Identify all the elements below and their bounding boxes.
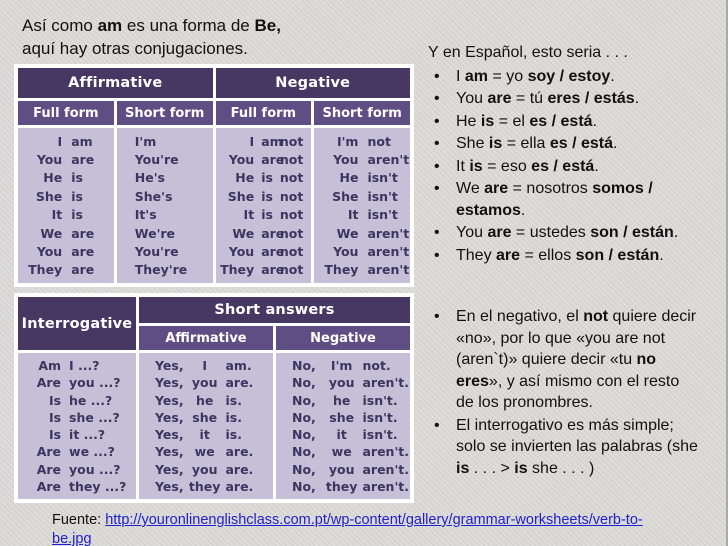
table-cell: You xyxy=(333,243,359,259)
table-row xyxy=(316,188,408,205)
table-row xyxy=(20,426,134,443)
text-segment: es una forma de xyxy=(122,16,255,35)
table-row xyxy=(218,243,310,260)
table-cell: are xyxy=(261,243,285,259)
table1-header-affirmative: Affirmative xyxy=(18,68,213,98)
bullet-item xyxy=(428,88,700,110)
table-cell: are. xyxy=(225,444,254,460)
text-segment: . . . > xyxy=(469,459,515,477)
table-cell: are xyxy=(71,225,95,241)
text-segment: . xyxy=(610,67,615,85)
text-segment: = tú xyxy=(511,90,548,107)
negative-full-column xyxy=(216,128,312,283)
text-segment: Be, xyxy=(254,16,281,35)
table-cell: it xyxy=(199,427,210,443)
table-cell: he xyxy=(195,392,214,408)
table-row xyxy=(20,133,112,150)
text-segment: . xyxy=(594,157,599,175)
table-cell: are. xyxy=(225,461,254,477)
table1-subheader-full-form-negative: Full form xyxy=(216,101,312,125)
text-segment: not xyxy=(583,308,609,325)
affirmative-full-column xyxy=(18,128,114,283)
table-cell: not xyxy=(279,225,304,241)
table-cell: I xyxy=(57,133,63,149)
table-cell: not xyxy=(367,133,391,149)
table-cell: Yes, xyxy=(155,409,184,425)
table-cell: I xyxy=(202,358,208,374)
table-cell: Yes, xyxy=(155,444,184,460)
text-segment: es / está xyxy=(549,135,614,152)
text-segment: He xyxy=(456,112,481,130)
source-link[interactable]: http://youronlinenglishclass.com.pt/wp-content/gallery/grammar-worksheets/verb-to- be.jpg xyxy=(52,512,643,546)
table-row xyxy=(20,374,134,391)
table-cell: they xyxy=(188,478,221,494)
text-segment: They xyxy=(456,246,497,264)
table-row xyxy=(218,206,310,223)
text-segment: She xyxy=(456,135,489,152)
explanations-list xyxy=(428,306,700,479)
table-cell: isn't. xyxy=(362,427,398,443)
table-row xyxy=(141,443,271,460)
table-cell: No, xyxy=(292,444,316,460)
negative-short-column xyxy=(314,128,410,283)
text-segment: En el negativo, el xyxy=(456,308,584,325)
source-label: Fuente: xyxy=(52,512,106,528)
table-cell: she xyxy=(329,409,355,425)
table-cell: aren't. xyxy=(362,478,410,494)
table-cell: We xyxy=(232,225,255,241)
table-cell: not xyxy=(279,188,304,204)
table-cell: You xyxy=(333,152,359,168)
table-cell: No, xyxy=(292,358,316,374)
table-cell: is. xyxy=(225,392,242,408)
table-cell: Am xyxy=(38,358,62,374)
table-cell: is xyxy=(71,188,83,204)
table-cell: you xyxy=(191,461,218,477)
table-cell: aren't xyxy=(367,152,410,168)
table-row xyxy=(141,409,271,426)
explanations-panel xyxy=(428,306,710,480)
table-cell: Yes, xyxy=(155,375,184,391)
table-cell: Is xyxy=(48,427,62,443)
bullet-item xyxy=(428,415,700,480)
text-segment: . xyxy=(520,201,526,219)
text-segment: is xyxy=(488,135,503,152)
table-row xyxy=(278,478,408,495)
table-row xyxy=(20,206,112,223)
bullet-item xyxy=(428,156,700,178)
table-cell: not xyxy=(279,170,304,186)
text-segment: = ellos xyxy=(520,246,576,264)
table-cell: No, xyxy=(292,392,316,408)
table-cell: we xyxy=(194,444,215,460)
spanish-translations-panel xyxy=(428,42,710,267)
text-segment: are xyxy=(484,180,509,197)
table-cell: I xyxy=(249,133,255,149)
table-cell: not xyxy=(279,207,304,223)
table-cell: It's xyxy=(134,207,157,223)
table-row xyxy=(20,409,134,426)
table1-subheader-short-form-negative: Short form xyxy=(314,101,410,125)
table-row xyxy=(20,188,112,205)
short-answers-affirmative-column xyxy=(139,353,273,499)
table-cell: are xyxy=(261,225,285,241)
table-cell: not xyxy=(279,243,304,259)
table-cell: I'm xyxy=(134,133,157,149)
text-segment: . xyxy=(592,112,597,130)
table-cell: are xyxy=(71,152,95,168)
table-cell: is xyxy=(71,207,83,223)
text-segment: El interrogativo es más simple; solo se invierten las palabras (she xyxy=(456,416,698,455)
affirmative-negative-table xyxy=(14,64,414,287)
text-segment: son / están xyxy=(590,224,674,241)
text-segment: am xyxy=(97,16,123,35)
table-row xyxy=(218,169,310,186)
table-row xyxy=(278,374,408,391)
table-cell: are xyxy=(261,152,285,168)
table-cell: Yes, xyxy=(155,392,184,408)
text-segment: », y así mismo con el resto de los pronombres. xyxy=(456,372,680,411)
panel-title: Y en Español, esto seria . . . xyxy=(428,44,628,61)
table-row xyxy=(20,169,112,186)
table-cell: not xyxy=(279,133,304,149)
text-segment: no eres xyxy=(456,351,657,390)
table-cell: Yes, xyxy=(155,461,184,477)
table-cell: we xyxy=(331,444,352,460)
table-cell: We xyxy=(40,225,63,241)
table-row xyxy=(278,426,408,443)
text-segment: eres / estás xyxy=(547,90,635,107)
table-cell: they xyxy=(325,478,358,494)
table-cell: it ...? xyxy=(69,427,106,443)
table-row xyxy=(119,133,211,150)
text-segment: Así como xyxy=(22,16,98,35)
table-row xyxy=(278,409,408,426)
bullet-item xyxy=(428,111,700,133)
table-cell: Are xyxy=(36,478,62,494)
affirmative-short-column xyxy=(117,128,213,283)
table2-header-interrogative: Interrogative xyxy=(18,297,136,350)
table-cell: Yes, xyxy=(155,427,184,443)
table-cell: Are xyxy=(36,375,62,391)
text-segment: es / está xyxy=(529,112,593,130)
table-cell: are. xyxy=(225,478,254,494)
table-cell: They xyxy=(28,262,63,278)
text-segment: . xyxy=(634,90,640,107)
table-cell: She xyxy=(227,188,255,204)
table-cell: Are xyxy=(36,444,62,460)
table-cell: You xyxy=(228,243,255,259)
table-cell: are xyxy=(71,262,95,278)
table-cell: Is xyxy=(48,409,62,425)
table-cell: isn't xyxy=(367,207,398,223)
table-row xyxy=(141,392,271,409)
intro-line-1 xyxy=(22,14,402,37)
table-row xyxy=(278,357,408,374)
table-row xyxy=(316,206,408,223)
table-row xyxy=(141,478,271,495)
table-cell: No, xyxy=(292,427,316,443)
table-cell: not xyxy=(279,262,304,278)
table-row xyxy=(218,188,310,205)
table-row xyxy=(218,261,310,278)
table-cell: is xyxy=(261,170,273,186)
text-segment: I xyxy=(456,67,465,85)
table-cell: aren't. xyxy=(362,444,410,460)
table-row xyxy=(141,374,271,391)
table-cell: She's xyxy=(134,188,173,204)
table-cell: I'm xyxy=(336,133,359,149)
table-cell: It xyxy=(243,207,255,223)
bullet-item xyxy=(428,178,700,221)
table1-subheader-short-form-affirmative: Short form xyxy=(117,101,213,125)
table-cell: They xyxy=(220,262,255,278)
table-cell: Are xyxy=(36,461,62,477)
text-segment: somos / estamos xyxy=(456,180,653,219)
table-cell: aren't xyxy=(367,225,410,241)
table-row xyxy=(119,188,211,205)
table-cell: am xyxy=(261,133,283,149)
table-cell: am. xyxy=(225,358,252,374)
text-segment: quiere decir «no», por lo que «you are not (aren`t)» quiere decir «tu xyxy=(456,308,697,368)
table-cell: No, xyxy=(292,461,316,477)
text-segment: es / está xyxy=(531,157,595,175)
text-segment: are xyxy=(487,90,512,107)
table-cell: I ...? xyxy=(69,358,100,374)
interrogative-column xyxy=(18,353,136,499)
bullet-item xyxy=(428,306,700,414)
bullet-item xyxy=(428,133,700,155)
table-row xyxy=(20,151,112,168)
text-segment: = nosotros xyxy=(508,180,593,197)
table-cell: isn't. xyxy=(362,392,398,408)
table-cell: is xyxy=(261,207,273,223)
table-cell: You xyxy=(36,243,63,259)
table-cell: it xyxy=(336,427,347,443)
table-row xyxy=(316,133,408,150)
table-cell: they ...? xyxy=(69,478,127,494)
table-row xyxy=(316,243,408,260)
table2-subheader-negative: Negative xyxy=(276,326,410,350)
text-segment: = yo xyxy=(488,67,528,85)
text-segment: . xyxy=(613,135,618,152)
table-cell: are xyxy=(71,243,95,259)
table-cell: No, xyxy=(292,375,316,391)
table-row xyxy=(218,225,310,242)
table-row xyxy=(20,357,134,374)
text-segment: son / están xyxy=(575,246,660,264)
table-cell: You xyxy=(36,152,63,168)
intro-text xyxy=(22,14,402,60)
table-cell: Is xyxy=(48,392,62,408)
table-row xyxy=(20,461,134,478)
intro-line-2 xyxy=(22,37,402,60)
table-cell: It xyxy=(51,207,63,223)
table-cell: You're xyxy=(134,243,179,259)
table-row xyxy=(119,206,211,223)
table-cell: He xyxy=(235,170,255,186)
bullet-item xyxy=(428,245,700,267)
table-cell: She xyxy=(332,188,359,204)
table-cell: I'm xyxy=(330,358,353,374)
bullet-item xyxy=(428,222,700,244)
table-row xyxy=(278,443,408,460)
table-row xyxy=(141,461,271,478)
table-row xyxy=(20,478,134,495)
table-cell: Yes, xyxy=(155,358,184,374)
table-row xyxy=(218,133,310,150)
table-row xyxy=(20,243,112,260)
table-row xyxy=(278,392,408,409)
text-segment: she . . . ) xyxy=(527,459,595,477)
text-segment: = ustedes xyxy=(511,224,591,241)
table-cell: We xyxy=(336,225,359,241)
table-cell: It xyxy=(347,207,359,223)
table-cell: is. xyxy=(225,409,242,425)
text-segment: am xyxy=(464,67,489,85)
table-cell: aren't xyxy=(367,262,410,278)
table-cell: is xyxy=(71,170,83,186)
table-cell: she ...? xyxy=(69,409,120,425)
table-row xyxy=(20,261,112,278)
table2-header-short-answers: Short answers xyxy=(139,297,410,323)
table1-header-negative: Negative xyxy=(216,68,411,98)
table-cell: She xyxy=(35,188,63,204)
table2-subheader-affirmative: Affirmative xyxy=(139,326,273,350)
table-row xyxy=(218,151,310,168)
table-row xyxy=(278,461,408,478)
table-cell: He's xyxy=(134,170,165,186)
table-row xyxy=(316,151,408,168)
table-cell: you ...? xyxy=(69,461,121,477)
table-cell: aren't xyxy=(367,243,410,259)
table-cell: aren't. xyxy=(362,461,410,477)
table-cell: you xyxy=(328,461,355,477)
table1-subheader-full-form-affirmative: Full form xyxy=(18,101,114,125)
table-cell: aren't. xyxy=(362,375,410,391)
text-segment: is xyxy=(469,157,483,175)
text-segment: is xyxy=(480,112,495,130)
bullet-item xyxy=(428,66,700,88)
table-row xyxy=(119,261,211,278)
table-row xyxy=(20,225,112,242)
table-cell: We're xyxy=(134,225,176,241)
table-cell: we ...? xyxy=(69,444,115,460)
table-row xyxy=(119,243,211,260)
text-segment: soy / estoy xyxy=(527,67,611,85)
table-cell: he xyxy=(332,392,351,408)
table-cell: you xyxy=(191,375,218,391)
text-segment: are xyxy=(487,224,512,241)
table-cell: he ...? xyxy=(69,392,113,408)
table-cell: not xyxy=(279,152,304,168)
text-segment: = ella xyxy=(502,135,550,152)
table-row xyxy=(119,169,211,186)
table-cell: she xyxy=(192,409,218,425)
text-segment: is xyxy=(514,459,528,477)
short-answers-negative-column xyxy=(276,353,410,499)
table-row xyxy=(20,392,134,409)
text-segment: It xyxy=(456,157,470,175)
table-cell: is. xyxy=(225,427,242,443)
table-row xyxy=(316,261,408,278)
text-segment: We xyxy=(456,180,485,197)
text-segment: aquí hay otras conjugaciones. xyxy=(22,39,248,58)
table-cell: are. xyxy=(225,375,254,391)
table-cell: No, xyxy=(292,478,316,494)
table-cell: are xyxy=(261,262,285,278)
table-row xyxy=(119,151,211,168)
text-segment: = eso xyxy=(482,157,532,175)
table-cell: They're xyxy=(134,262,188,278)
table-row xyxy=(141,357,271,374)
table-cell: You xyxy=(228,152,255,168)
translations-list xyxy=(428,66,700,267)
table-cell: He xyxy=(339,170,359,186)
table-row xyxy=(141,426,271,443)
table-cell: am xyxy=(71,133,93,149)
table-cell: No, xyxy=(292,409,316,425)
text-segment: You xyxy=(456,90,488,107)
table-cell: You're xyxy=(134,152,179,168)
table-cell: is xyxy=(261,188,273,204)
table-row xyxy=(316,169,408,186)
text-segment: is xyxy=(456,459,470,477)
text-segment: . xyxy=(673,224,679,241)
table-cell: They xyxy=(324,262,359,278)
table-cell: isn't. xyxy=(362,409,398,425)
source-line xyxy=(52,511,712,546)
table-cell: isn't xyxy=(367,188,398,204)
table-row xyxy=(316,225,408,242)
table-cell: you xyxy=(328,375,355,391)
table-cell: He xyxy=(43,170,63,186)
table-cell: Yes, xyxy=(155,478,184,494)
table-row xyxy=(20,443,134,460)
text-segment: = el xyxy=(494,112,530,130)
text-segment: . xyxy=(659,246,664,264)
text-segment: are xyxy=(496,246,521,264)
text-segment: You xyxy=(456,224,488,241)
table-cell: you ...? xyxy=(69,375,121,391)
table-cell: not. xyxy=(362,358,391,374)
interrogative-short-answers-table xyxy=(14,293,414,503)
table-row xyxy=(119,225,211,242)
table-cell: isn't xyxy=(367,170,398,186)
